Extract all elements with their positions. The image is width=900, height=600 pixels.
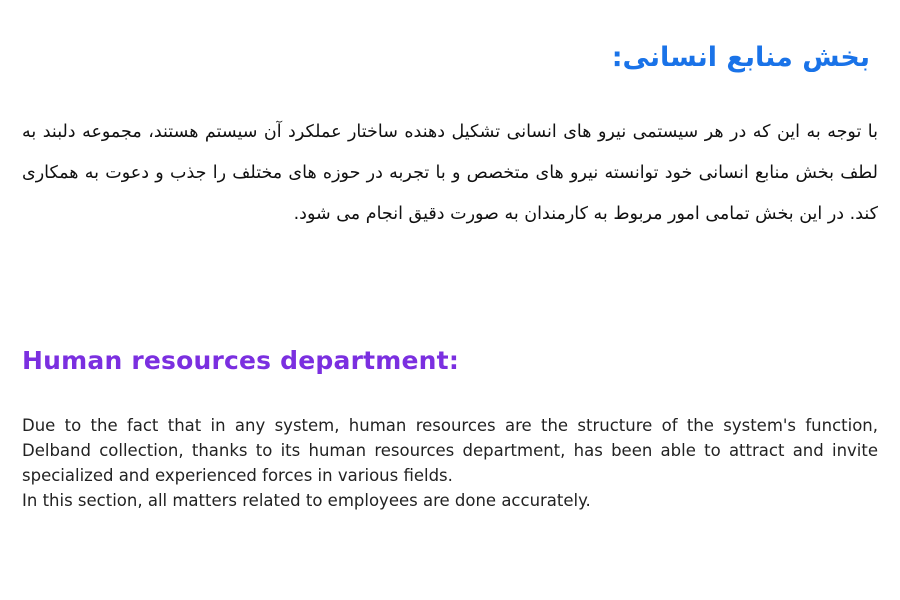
english-section-body <box>22 413 878 513</box>
english-section-title: Human resources department: <box>22 346 460 375</box>
persian-section-title: بخش منابع انسانی: <box>611 42 870 73</box>
english-paragraph-1: Due to the fact that in any system, human resources are the structure of the system's function, Delband collection, thanks to its human resources department, has been able to attract and invite specialized and experienced forces in various fields. <box>22 416 878 485</box>
english-paragraph-2: In this section, all matters related to employees are done accurately. <box>22 491 591 510</box>
persian-section-body: با توجه به این که در هر سیستمی نیرو های انسانی تشکیل دهنده ساختار عملکرد آن سیستم هستند، مجموعه دلبند به لطف بخش منابع انسانی خود توانسته نیرو های متخصص و با تجربه در حوزه های مختلف را جذب و دعوت به همکاری کند. در این بخش تمامی امور مربوط به کارمندان به صورت دقیق انجام می شود. <box>22 122 878 224</box>
